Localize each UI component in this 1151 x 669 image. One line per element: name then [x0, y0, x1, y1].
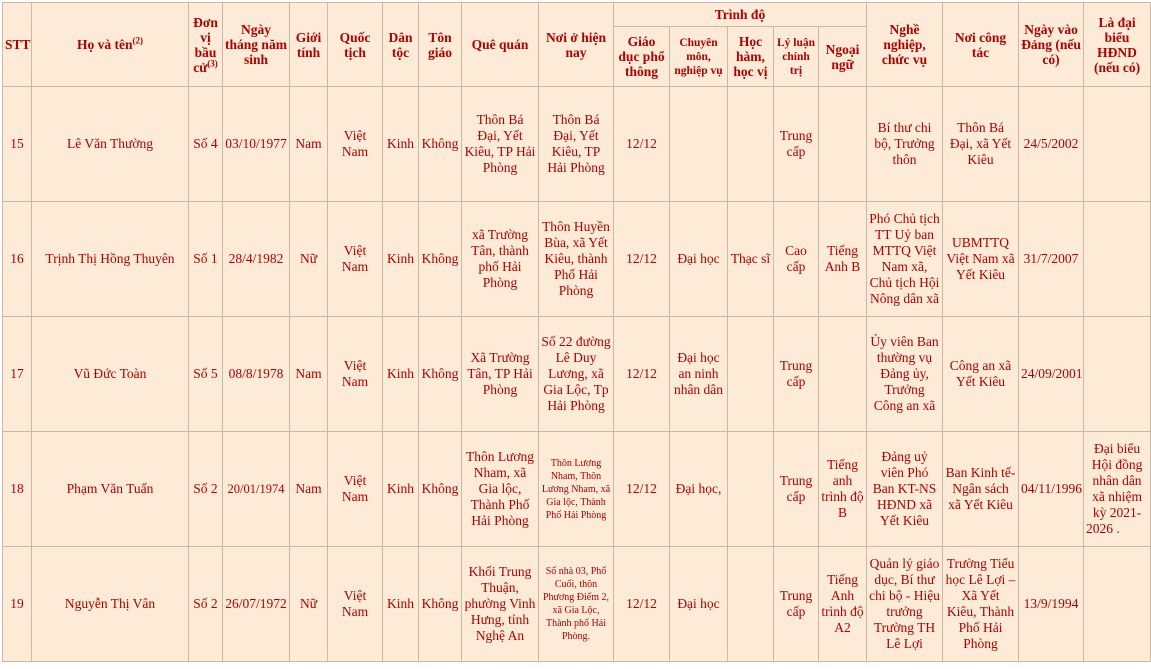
cell-don-vi: Số 1 — [189, 202, 223, 317]
cell-noi-o: Thôn Lương Nham, Thôn Lương Nham, xã Gia lộc, Thành Phố Hải Phòng — [539, 432, 614, 547]
header-ngay-vao-dang: Ngày vào Đảng (nếu có) — [1019, 3, 1084, 87]
header-ton-giao: Tôn giáo — [419, 3, 462, 87]
header-stt: STT — [3, 3, 32, 87]
header-chuyen-mon: Chuyên môn, nghiệp vụ — [670, 27, 728, 87]
cell-noi-o: Số 22 đường Lê Duy Lương, xã Gia Lộc, Tp Hải Phòng — [539, 317, 614, 432]
cell-noi-o: Số nhà 03, Phố Cuối, thôn Phương Điếm 2, xã Gia Lộc, Thành phố Hải Phòng. — [539, 547, 614, 662]
cell-dai-bieu — [1084, 87, 1151, 202]
cell-ngoai-ngu: Tiếng Anh trình độ A2 — [819, 547, 867, 662]
cell-ton-giao: Không — [419, 202, 462, 317]
cell-dan-toc: Kinh — [383, 202, 419, 317]
cell-que-quan: xã Trường Tân, thành phố Hải Phòng — [462, 202, 539, 317]
cell-quoc-tich: Việt Nam — [328, 432, 383, 547]
cell-ho-ten: Vũ Đức Toàn — [32, 317, 189, 432]
cell-hoc-ham: Thạc sĩ — [728, 202, 774, 317]
cell-que-quan: Xã Trường Tân, TP Hải Phòng — [462, 317, 539, 432]
cell-chuyen-mon: Đại học — [670, 547, 728, 662]
header-trinh-do: Trình độ — [614, 3, 867, 27]
cell-hoc-ham — [728, 317, 774, 432]
cell-hoc-ham — [728, 87, 774, 202]
cell-ly-luan: Cao cấp — [774, 202, 819, 317]
cell-ho-ten: Nguyễn Thị Vân — [32, 547, 189, 662]
header-ho-ten-footnote: (2) — [132, 35, 143, 46]
cell-noi-cong-tac: Ban Kinh tế-Ngân sách xã Yết Kiêu — [943, 432, 1019, 547]
cell-dan-toc: Kinh — [383, 87, 419, 202]
cell-don-vi: Số 2 — [189, 432, 223, 547]
header-don-vi-footnote: (3) — [207, 58, 218, 68]
table-row — [3, 547, 1151, 662]
cell-dan-toc: Kinh — [383, 317, 419, 432]
cell-ton-giao: Không — [419, 432, 462, 547]
candidate-table — [2, 2, 1151, 662]
cell-ngay-vao-dang: 13/9/1994 — [1019, 547, 1084, 662]
cell-que-quan: Thôn Lương Nham, xã Gia lộc, Thành Phố Hải Phòng — [462, 432, 539, 547]
cell-ngoai-ngu — [819, 317, 867, 432]
cell-ngay-sinh: 03/10/1977 — [223, 87, 290, 202]
cell-gioi-tinh: Nam — [290, 87, 328, 202]
header-ly-luan: Lý luận chính trị — [774, 27, 819, 87]
cell-noi-cong-tac: Công an xã Yết Kiêu — [943, 317, 1019, 432]
cell-ngay-sinh: 08/8/1978 — [223, 317, 290, 432]
header-dai-bieu: Là đại biểu HĐND (nếu có) — [1084, 3, 1151, 87]
header-noi-cong-tac: Nơi công tác — [943, 3, 1019, 87]
cell-ngay-vao-dang: 24/09/2001 — [1019, 317, 1084, 432]
header-row-group — [3, 3, 1151, 27]
cell-noi-o: Thôn Huyền Bùa, xã Yết Kiêu, thành Phố Hải Phòng — [539, 202, 614, 317]
cell-nghe-nghiep: Đảng uỷ viên Phó Ban KT-NS HĐND xã Yết Kiêu — [867, 432, 943, 547]
table-row — [3, 432, 1151, 547]
cell-dai-bieu — [1084, 202, 1151, 317]
header-hoc-ham: Học hàm, học vị — [728, 27, 774, 87]
cell-ngay-vao-dang: 24/5/2002 — [1019, 87, 1084, 202]
cell-nghe-nghiep: Quản lý giáo dục, Bí thư chi bộ - Hiệu trưởng Trường TH Lê Lợi — [867, 547, 943, 662]
cell-stt: 19 — [3, 547, 32, 662]
cell-ho-ten: Trịnh Thị Hồng Thuyên — [32, 202, 189, 317]
cell-hoc-ham — [728, 432, 774, 547]
cell-gioi-tinh: Nữ — [290, 547, 328, 662]
header-don-vi — [189, 3, 223, 87]
cell-don-vi: Số 2 — [189, 547, 223, 662]
cell-gd-pho-thong: 12/12 — [614, 87, 670, 202]
cell-noi-cong-tac: UBMTTQ Việt Nam xã Yết Kiêu — [943, 202, 1019, 317]
cell-ngoai-ngu — [819, 87, 867, 202]
cell-gd-pho-thong: 12/12 — [614, 547, 670, 662]
header-que-quan: Quê quán — [462, 3, 539, 87]
cell-quoc-tich: Việt Nam — [328, 317, 383, 432]
cell-ngoai-ngu: Tiếng Anh B — [819, 202, 867, 317]
header-nghe-nghiep: Nghề nghiệp, chức vụ — [867, 3, 943, 87]
header-noi-o: Nơi ở hiện nay — [539, 3, 614, 87]
cell-stt: 17 — [3, 317, 32, 432]
cell-ho-ten: Phạm Văn Tuấn — [32, 432, 189, 547]
cell-ton-giao: Không — [419, 87, 462, 202]
cell-chuyen-mon — [670, 87, 728, 202]
cell-quoc-tich: Việt Nam — [328, 547, 383, 662]
header-ngay-sinh: Ngày tháng năm sinh — [223, 3, 290, 87]
table-row — [3, 87, 1151, 202]
cell-dan-toc: Kinh — [383, 547, 419, 662]
cell-ly-luan: Trung cấp — [774, 547, 819, 662]
cell-chuyen-mon: Đại học — [670, 202, 728, 317]
cell-dan-toc: Kinh — [383, 432, 419, 547]
cell-don-vi: Số 5 — [189, 317, 223, 432]
cell-ngay-vao-dang: 04/11/1996 — [1019, 432, 1084, 547]
cell-gioi-tinh: Nữ — [290, 202, 328, 317]
cell-don-vi: Số 4 — [189, 87, 223, 202]
candidate-table-container — [2, 2, 1151, 662]
cell-nghe-nghiep: Bí thư chi bộ, Trưởng thôn — [867, 87, 943, 202]
header-ho-ten-label: Họ và tên — [77, 37, 133, 52]
cell-gd-pho-thong: 12/12 — [614, 202, 670, 317]
header-don-vi-label: Đơn vị bầu cử — [193, 14, 218, 75]
header-quoc-tich: Quốc tịch — [328, 3, 383, 87]
header-ngoai-ngu: Ngoại ngữ — [819, 27, 867, 87]
cell-dai-bieu: Đại biểu Hội đồng nhân dân xã nhiệm kỳ 2021-2026 . — [1084, 432, 1151, 547]
cell-chuyen-mon: Đại học an ninh nhân dân — [670, 317, 728, 432]
cell-ngay-sinh: 20/01/1974 — [223, 432, 290, 547]
cell-gd-pho-thong: 12/12 — [614, 432, 670, 547]
cell-noi-o: Thôn Bá Đại, Yết Kiêu, TP Hải Phòng — [539, 87, 614, 202]
cell-ton-giao: Không — [419, 317, 462, 432]
table-row — [3, 317, 1151, 432]
cell-ton-giao: Không — [419, 547, 462, 662]
cell-ngay-sinh: 28/4/1982 — [223, 202, 290, 317]
cell-dai-bieu — [1084, 547, 1151, 662]
cell-ho-ten: Lê Văn Thường — [32, 87, 189, 202]
cell-stt: 18 — [3, 432, 32, 547]
cell-chuyen-mon: Đại học, — [670, 432, 728, 547]
cell-noi-cong-tac: Thôn Bá Đại, xã Yết Kiêu — [943, 87, 1019, 202]
cell-nghe-nghiep: Ủy viên Ban thường vụ Đảng ủy, Trưởng Công an xã — [867, 317, 943, 432]
cell-stt: 15 — [3, 87, 32, 202]
cell-gd-pho-thong: 12/12 — [614, 317, 670, 432]
cell-quoc-tich: Việt Nam — [328, 202, 383, 317]
cell-stt: 16 — [3, 202, 32, 317]
cell-ly-luan: Trung cấp — [774, 87, 819, 202]
header-gioi-tinh: Giới tính — [290, 3, 328, 87]
cell-que-quan: Thôn Bá Đại, Yết Kiêu, TP Hải Phòng — [462, 87, 539, 202]
cell-dai-bieu — [1084, 317, 1151, 432]
table-row — [3, 202, 1151, 317]
cell-nghe-nghiep: Phó Chủ tịch TT Uỷ ban MTTQ Việt Nam xã, Chủ tịch Hội Nông dân xã — [867, 202, 943, 317]
cell-ngay-vao-dang: 31/7/2007 — [1019, 202, 1084, 317]
cell-gioi-tinh: Nam — [290, 317, 328, 432]
cell-ngoai-ngu: Tiếng anh trình độ B — [819, 432, 867, 547]
cell-ly-luan: Trung cấp — [774, 432, 819, 547]
header-ho-ten — [32, 3, 189, 87]
cell-ly-luan: Trung cấp — [774, 317, 819, 432]
cell-noi-cong-tac: Trường Tiểu học Lê Lợi – Xã Yết Kiêu, Thành Phố Hải Phòng — [943, 547, 1019, 662]
header-dan-toc: Dân tộc — [383, 3, 419, 87]
cell-hoc-ham — [728, 547, 774, 662]
cell-ngay-sinh: 26/07/1972 — [223, 547, 290, 662]
cell-quoc-tich: Việt Nam — [328, 87, 383, 202]
cell-gioi-tinh: Nam — [290, 432, 328, 547]
header-gd-pho-thong: Giáo dục phổ thông — [614, 27, 670, 87]
cell-que-quan: Khối Trung Thuận, phường Vinh Hưng, tỉnh Nghệ An — [462, 547, 539, 662]
